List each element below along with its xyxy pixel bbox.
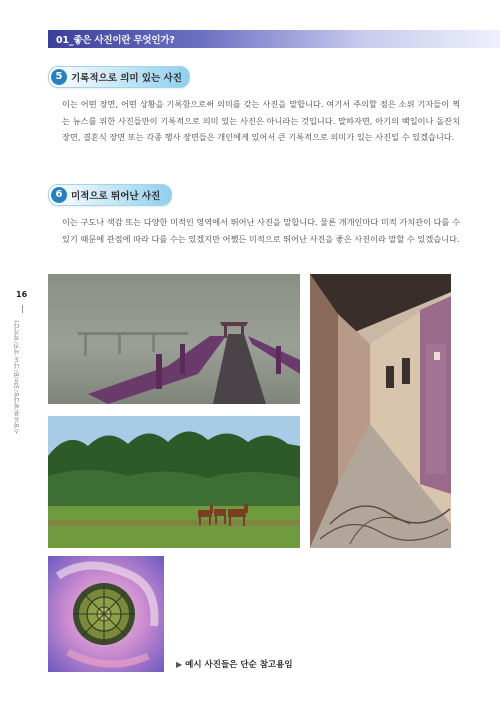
photo-caption [176,658,293,670]
chapter-title: 01_좋은 사진이란 무엇인가? [56,35,175,46]
page-number: 16 [16,290,28,299]
photo-tiny-planet [48,556,164,672]
photo-horses-field [48,416,300,548]
section-6-body: 이는 구도나 색감 또는 다양한 미적인 영역에서 뛰어난 사진을 말합니다. 물론 개개인마다 미적 가치관이 다를 수 있기 때문에 관점에 따라 다를 수는 있겠지만 어쨌든 미적으로 뛰어난 사진을 좋은 사진이라 말할 수 있겠습니다. [62,217,460,244]
photo-corridor [310,274,451,548]
caption-arrow-icon: ▶ [176,660,183,669]
photo-misty-pier [48,274,300,404]
sidebar-divider [22,305,23,313]
section-5-number: 5 [51,69,67,85]
book-title-vertical: 스마트폰 하나만 있으면 나도 사진 작가다! [14,320,21,434]
section-5-title: 기록적으로 의미 있는 사진 [71,73,182,84]
chapter-header-bar [48,30,500,48]
section-6-title: 미적으로 뛰어난 사진 [71,191,161,202]
caption-text: 예시 사진들은 단순 참고용임 [185,660,293,670]
section-6-heading [48,184,172,206]
section-5-heading [48,66,190,88]
section-5-body: 이는 어떤 장면, 어떤 상황을 기록함으로써 의미를 갖는 사진을 말합니다. 여기서 주의할 점은 소위 기자들이 찍는 뉴스를 위한 사진들만이 기록적으로 의미 있는 사진은 아니라는 것입니다. 말하자면, 아기의 백일이나 돌잔치 장면, 결혼식 장면 또는 각종 행사 장면들은 개인에게 있어서 큰 기록적으로 의미가 있는 사진일 수 있겠습니다. [62,99,460,142]
section-6-number: 6 [51,187,67,203]
